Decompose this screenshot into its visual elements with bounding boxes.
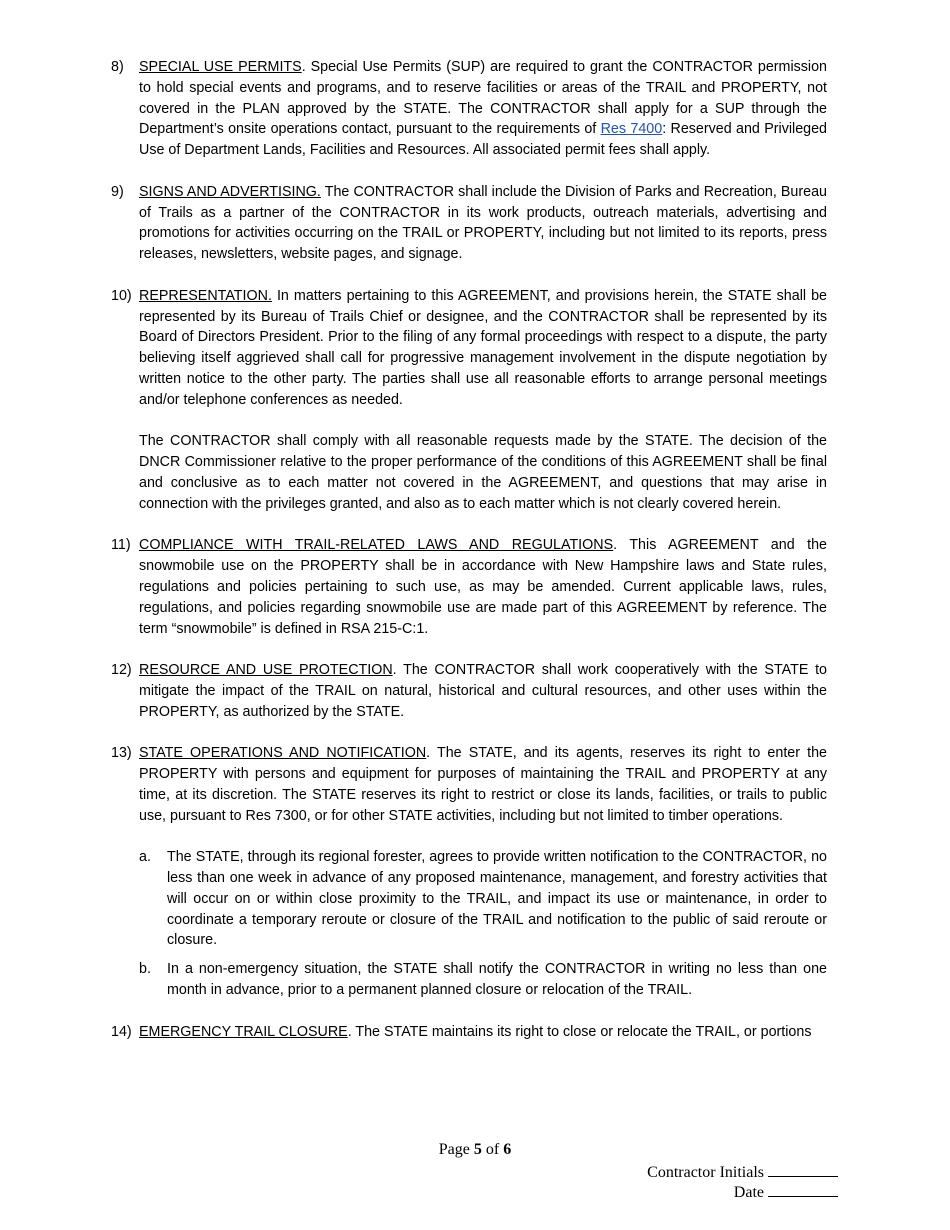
section-heading: SIGNS AND ADVERTISING.	[139, 183, 321, 200]
subsection-label: b.	[139, 961, 151, 978]
section-heading: EMERGENCY TRAIL CLOSURE	[139, 1023, 348, 1040]
page-word: Page	[438, 1141, 470, 1158]
section-number: 11)	[111, 537, 131, 554]
section-number: 13)	[111, 745, 132, 762]
page-current: 5	[473, 1141, 482, 1158]
subsection-text: In a non-emergency situation, the STATE shall notify the CONTRACTOR in writing no less than one month in advance, prior to a permanent planned closure or relocation of the TRAIL.	[167, 961, 827, 999]
section-text: . Special Use Permits (SUP) are required to grant the CONTRACTOR permission to hold special events and programs, and to reserve facilities or areas of the TRAIL and PROPERTY, not covered in the PLAN approved by the STATE. The CONTRACTOR shall apply for a SUP through the Department’s onsite operations contact, pursuant to the requirements of	[139, 59, 828, 138]
section-text: The CONTRACTOR shall include the Division of Parks and Recreation, Bureau of Trails as a partner of the CONTRACTOR in its work products, outreach materials, advertising and promotions for activities occurring on the TRAIL or PROPERTY, including but not limited to its reports, press releases, newsletters, website pages, and signage.	[139, 183, 828, 263]
page-total: 6	[503, 1141, 512, 1158]
subsection-text: The STATE, through its regional forester, agrees to provide written notification to the CONTRACTOR, no less than one week in advance of any proposed maintenance, management, and forestry activities that will occur on or within close proximity to the TRAIL, and impact its use or maintenance, in order to coordinate a temporary reroute or closure of the TRAIL and notification to the public of said reroute or closure.	[167, 849, 827, 949]
contractor-initials-label: Contractor Initials	[647, 1164, 764, 1181]
section-number: 10)	[111, 287, 132, 304]
section-text: In matters pertaining to this AGREEMENT, and provisions herein, the STATE shall be represented by its Bureau of Trails Chief or designee, and the CONTRACTOR shall be represented by its Board of Directors President. Prior to the filing of any formal proceedings with respect to a dispute, the party believing itself aggrieved shall call for progressive management involvement in the dispute negotiation by written notice to the other party. The parties shall use all reasonable efforts to arrange personal meetings and/or telephone conferences as needed.	[139, 287, 827, 408]
section-text: . The STATE, and its agents, reserves its right to enter the PROPERTY with persons and equipment for purposes of maintaining the TRAIL and PROPERTY at any time, at its discretion. The STATE reserves its right to restrict or close its lands, facilities, or trails to public use, pursuant to Res 7300, or for other STATE activities, including but not limited to timber operations.	[139, 745, 827, 824]
section-text: . The STATE maintains its right to close or relocate the TRAIL, or portions	[347, 1023, 812, 1040]
section-heading: COMPLIANCE WITH TRAIL-RELATED LAWS AND REGULATIONS	[139, 537, 614, 554]
of-word: of	[485, 1141, 500, 1158]
section-12	[111, 660, 827, 722]
subsection-label: a.	[139, 849, 151, 866]
date-line	[647, 1182, 838, 1202]
section-number: 14)	[111, 1023, 132, 1040]
section-heading: SPECIAL USE PERMITS	[139, 59, 302, 75]
date-blank	[768, 1182, 838, 1197]
date-label: Date	[733, 1184, 764, 1201]
section-number: 9)	[111, 183, 124, 200]
section-10	[111, 286, 827, 515]
section-number: 8)	[111, 59, 124, 75]
section-11	[111, 535, 827, 639]
contractor-initials-line	[647, 1162, 838, 1182]
page-number	[0, 1141, 950, 1159]
initials-block	[647, 1162, 838, 1202]
section-heading: STATE OPERATIONS AND NOTIFICATION	[139, 745, 427, 762]
section-heading: RESOURCE AND USE PROTECTION	[139, 662, 393, 679]
section-heading: REPRESENTATION.	[139, 287, 272, 304]
res-7400-link[interactable]: Res 7400	[600, 121, 663, 138]
section-14	[111, 1022, 827, 1043]
section-text: . The CONTRACTOR shall work cooperatively with the STATE to mitigate the impact of the TRAIL on natural, historical and cultural resources, and other uses within the PROPERTY, as authorized by the STATE.	[139, 662, 827, 720]
section-number: 12)	[111, 662, 132, 679]
section-text: : Reserved and Privileged Use of Department Lands, Facilities and Resources. All associated permit fees shall apply.	[139, 121, 828, 159]
section-13	[111, 743, 827, 1001]
section-9	[111, 182, 827, 265]
section-text: . This AGREEMENT and the snowmobile use on the PROPERTY shall be in accordance with New Hampshire laws and State rules, regulations and policies pertaining to such use, as may be amended. Current applicable laws, rules, regulations, and policies regarding snowmobile use are made part of this AGREEMENT by reference. The term “snowmobile” is defined in RSA 215-C:1.	[139, 537, 827, 637]
subsection-a	[139, 847, 827, 951]
document-body	[111, 57, 827, 1063]
section-paragraph: The CONTRACTOR shall comply with all reasonable requests made by the STATE. The decision of the DNCR Commissioner relative to the proper performance of the conditions of this AGREEMENT shall be final and conclusive as to each matter not covered in the AGREEMENT, and questions that may arise in connection with the privileges granted, and also as to each matter which is not clearly covered herein.	[139, 433, 827, 512]
section-8	[111, 57, 827, 161]
initials-blank	[768, 1162, 838, 1177]
subsection-b	[139, 959, 827, 1001]
